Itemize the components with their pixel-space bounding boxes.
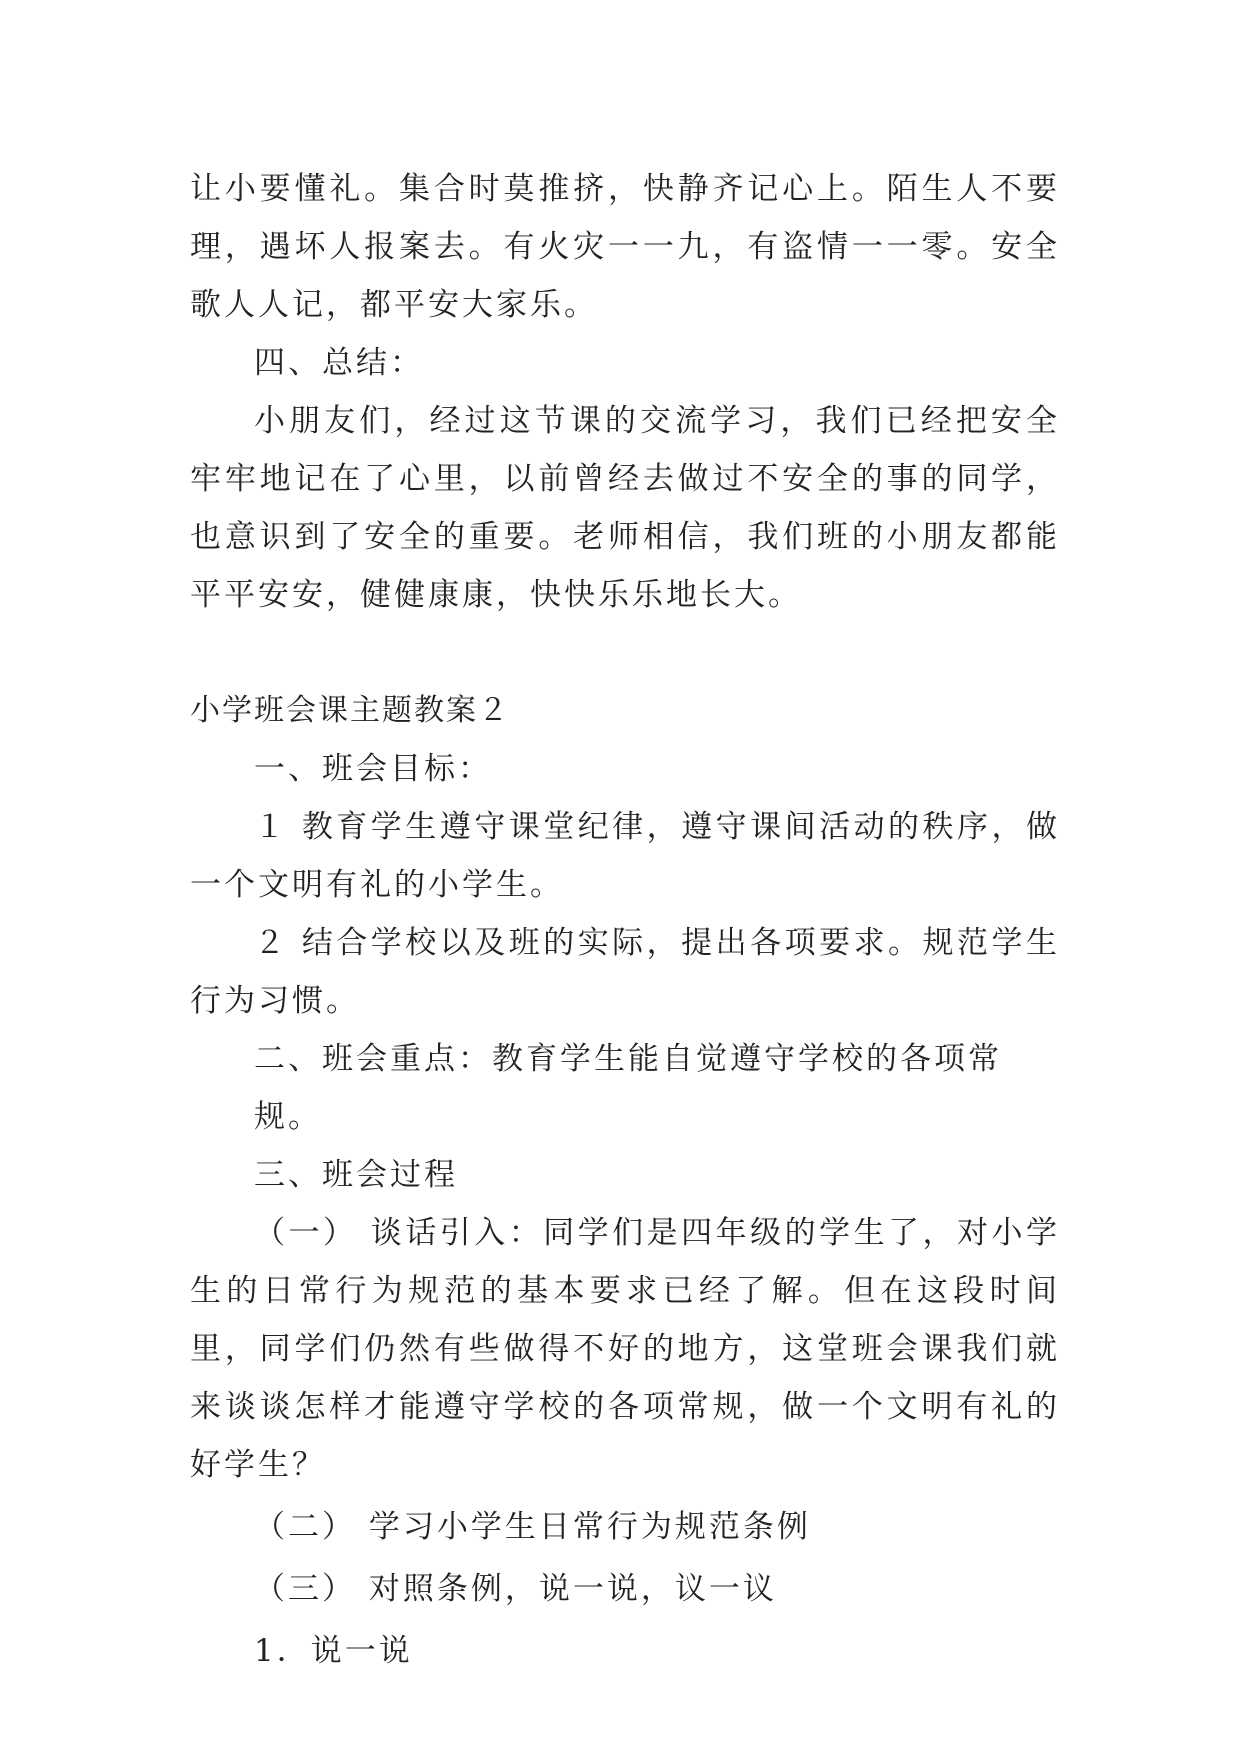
goal-item-2: ２ 结合学校以及班的实际，提出各项要求。规范学生行为习惯。 [190,925,1060,1019]
summary-paragraph: 小朋友们，经过这节课的交流学习，我们已经把安全牢牢地记在了心里，以前曾经去做过不安全的事的同学，也意识到了安全的重要。老师相信，我们班的小朋友都能平平安安，健健康康，快快乐乐地长大。 [190,403,1060,613]
summary-heading: 四、总结： [254,345,424,381]
process-heading: 三、班会过程 [254,1157,458,1193]
focus-line: 二、班会重点：教育学生能自觉遵守学校的各项常规。 [254,1041,1002,1135]
process-step-3: （三） 对照条例，说一说，议一议 [254,1571,777,1607]
continuation-paragraph: 让小要懂礼。集合时莫推挤，快静齐记心上。陌生人不要理，遇坏人报案去。有火灾一一九，有盗情一一零。安全歌人人记，都平安大家乐。 [190,171,1060,323]
goal-item-1: １ 教育学生遵守课堂纪律，遵守课间活动的秩序，做一个文明有礼的小学生。 [190,809,1060,903]
document-body [190,160,1060,1680]
goal-heading: 一、班会目标： [254,751,492,787]
process-step-2: （二） 学习小学生日常行为规范条例 [254,1509,811,1545]
process-step-3-sub-1: 1．说一说 [254,1633,413,1669]
process-step-1: （一） 谈话引入：同学们是四年级的学生了，对小学生的日常行为规范的基本要求已经了解。但在这段时间里，同学们仍然有些做得不好的地方，这堂班会课我们就来谈谈怎样才能遵守学校的各项常规，做一个文明有礼的好学生？ [190,1215,1060,1483]
lesson-plan-title: 小学班会课主题教案２ [190,693,510,728]
